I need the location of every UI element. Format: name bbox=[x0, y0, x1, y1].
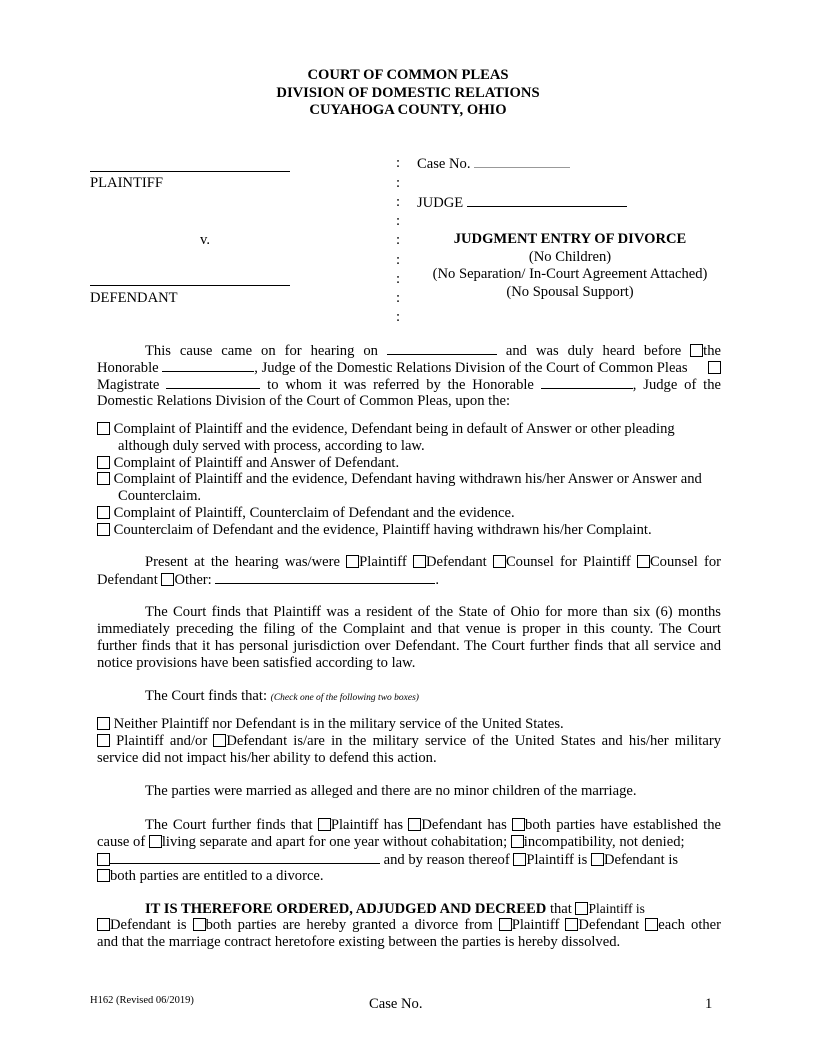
order-text: Plaintiff is bbox=[588, 901, 645, 916]
defendant-label: DEFENDANT bbox=[90, 290, 178, 306]
present-text: Present at the hearing was/were bbox=[145, 554, 340, 570]
upon-option bbox=[97, 421, 721, 455]
grounds-both-checkbox[interactable] bbox=[512, 818, 525, 831]
upon-option-checkbox[interactable] bbox=[97, 472, 110, 485]
military-instruction: (Check one of the following two boxes) bbox=[270, 693, 419, 703]
present-text: . bbox=[435, 572, 440, 588]
judge-label: JUDGE bbox=[417, 195, 464, 211]
marriage-finding: The parties were married as alleged and there are no minor children of the marriage. bbox=[145, 783, 637, 799]
document-subtitle-children: (No Children) bbox=[528, 248, 612, 265]
grounds-text: Plaintiff is bbox=[526, 852, 588, 868]
residency-findings: The Court finds that Plaintiff was a resident of the State of Ohio for more than six (6) months immediately preceding the filing of the Complaint and that venue is proper in this county. The Court further finds that it has personal jurisdiction over Defendant. The Court further finds that all service and notice provisions have been satisfied according to law. bbox=[97, 604, 721, 671]
upon-option-label: Complaint of Plaintiff and the evidence, Defendant being in default of Answer or other pleading although duly served with process, according to law. bbox=[113, 421, 675, 454]
court-header bbox=[0, 67, 816, 120]
order-defendant-checkbox[interactable] bbox=[97, 918, 110, 931]
divorce-from-each-other-checkbox[interactable] bbox=[645, 918, 658, 931]
grounds-text: incompatibility, not denied; bbox=[523, 834, 685, 850]
divorce-from-plaintiff-checkbox[interactable] bbox=[499, 918, 512, 931]
military-option-label: Neither Plaintiff nor Defendant is in the military service of the United States. bbox=[113, 716, 564, 732]
present-text: Counsel for Plaintiff bbox=[505, 554, 631, 570]
present-text: Plaintiff bbox=[359, 554, 407, 570]
document-title-block bbox=[410, 231, 730, 301]
present-counsel-plaintiff-checkbox[interactable] bbox=[493, 555, 506, 568]
hearing-text: and was duly heard before bbox=[505, 343, 682, 359]
military-option-1 bbox=[97, 716, 721, 733]
grounds-text: cause of bbox=[97, 834, 146, 850]
grounds-text: Plaintiff has bbox=[330, 817, 404, 833]
magistrate-name-input[interactable] bbox=[166, 376, 260, 389]
order-both-checkbox[interactable] bbox=[193, 918, 206, 931]
present-text: Defendant bbox=[425, 554, 487, 570]
entitled-plaintiff-checkbox[interactable] bbox=[513, 853, 526, 866]
hearing-text: , Judge of the bbox=[632, 377, 721, 393]
document-subtitle-support: (No Spousal Support) bbox=[506, 283, 634, 300]
military-option-2-cont: service did not impact his/her ability to defend this action. bbox=[97, 750, 437, 766]
order-text: each other bbox=[658, 917, 722, 933]
judge-name-input[interactable] bbox=[162, 359, 254, 372]
order-text: that bbox=[549, 901, 572, 917]
upon-option-checkbox[interactable] bbox=[97, 422, 110, 435]
military-none-checkbox[interactable] bbox=[97, 717, 110, 730]
military-option-label: Plaintiff and/or bbox=[116, 733, 208, 749]
plaintiff-name-line[interactable] bbox=[90, 171, 290, 172]
military-plaintiff-checkbox[interactable] bbox=[97, 734, 110, 747]
hearing-text: Honorable bbox=[97, 360, 159, 376]
order-text: Defendant bbox=[578, 917, 640, 933]
military-defendant-checkbox[interactable] bbox=[213, 734, 226, 747]
upon-option bbox=[97, 505, 721, 522]
order-text: Defendant is bbox=[110, 917, 187, 933]
hearing-text: This cause came on for hearing on bbox=[145, 343, 378, 359]
referring-judge-input[interactable] bbox=[541, 376, 633, 389]
present-text: Defendant bbox=[97, 572, 158, 588]
divorce-from-defendant-checkbox[interactable] bbox=[565, 918, 578, 931]
hearing-line-1 bbox=[97, 342, 721, 360]
court-name: COURT OF COMMON PLEAS bbox=[307, 67, 509, 83]
upon-option-checkbox[interactable] bbox=[97, 456, 110, 469]
plaintiff-label: PLAINTIFF bbox=[90, 175, 163, 191]
upon-option-label: Counterclaim of Defendant and the evidence, Plaintiff having withdrawn his/her Complaint. bbox=[113, 521, 652, 538]
hearing-text: , Judge of the Domestic Relations Division of the Court of Common Pleas bbox=[254, 360, 688, 376]
grounds-defendant-checkbox[interactable] bbox=[408, 818, 421, 831]
caption-colon: : bbox=[396, 155, 401, 171]
present-other-input[interactable] bbox=[215, 571, 435, 584]
hearing-text: the bbox=[703, 343, 722, 359]
document-subtitle-separation: (No Separation/ In-Court Agreement Attached) bbox=[432, 266, 708, 282]
caption-colon: : bbox=[396, 252, 401, 268]
military-intro-text: The Court finds that: bbox=[145, 688, 268, 704]
hearing-text: Magistrate bbox=[97, 377, 160, 393]
caption-colon: : bbox=[396, 309, 401, 325]
upon-option bbox=[97, 522, 721, 539]
grounds-text: both parties have established the bbox=[525, 817, 721, 833]
order-line-3: and that the marriage contract heretofore existing between the parties is hereby dissolved. bbox=[97, 934, 621, 950]
form-id: H162 (Revised 06/2019) bbox=[90, 995, 194, 1006]
grounds-text: living separate and apart for one year without cohabitation; bbox=[161, 834, 508, 850]
upon-option bbox=[97, 471, 721, 505]
present-counsel-defendant-checkbox[interactable] bbox=[637, 555, 650, 568]
upon-option-label: Complaint of Plaintiff and Answer of Defendant. bbox=[113, 454, 400, 471]
present-text: Other: bbox=[174, 572, 212, 588]
cause-separation-checkbox[interactable] bbox=[149, 835, 162, 848]
order-decree-heading: IT IS THEREFORE ORDERED, ADJUDGED AND DECREED bbox=[145, 901, 547, 917]
document-title: JUDGMENT ENTRY OF DIVORCE bbox=[453, 231, 687, 247]
grounds-line-2 bbox=[97, 834, 721, 851]
cause-incompatibility-checkbox[interactable] bbox=[511, 835, 524, 848]
judge-checkbox[interactable] bbox=[690, 344, 703, 357]
order-text: both parties are hereby granted a divorce from bbox=[205, 917, 493, 933]
caption-colon: : bbox=[396, 232, 401, 248]
hearing-line-4: Domestic Relations Division of the Court of Common Pleas, upon the: bbox=[97, 393, 511, 409]
grounds-text: and by reason thereof bbox=[383, 852, 510, 868]
caption-colon: : bbox=[396, 194, 401, 210]
hearing-line-3 bbox=[97, 376, 721, 394]
grounds-text: both parties are entitled to a divorce. bbox=[110, 868, 324, 884]
hearing-date-input[interactable] bbox=[387, 342, 497, 355]
order-text: Plaintiff bbox=[511, 917, 560, 933]
case-number-field bbox=[417, 155, 570, 173]
military-intro bbox=[97, 688, 721, 707]
grounds-line-4 bbox=[97, 868, 721, 885]
upon-options-list bbox=[97, 421, 721, 539]
caption-colon: : bbox=[396, 290, 401, 306]
military-option-label: Defendant is/are in the military service of the United States and his/her military bbox=[226, 733, 721, 749]
footer-case-number: Case No. bbox=[369, 996, 423, 1012]
present-line-1 bbox=[97, 554, 721, 571]
magistrate-checkbox[interactable] bbox=[708, 361, 721, 374]
versus-label: v. bbox=[200, 232, 210, 248]
grounds-plaintiff-checkbox[interactable] bbox=[318, 818, 331, 831]
caption-colon: : bbox=[396, 175, 401, 191]
grounds-line-1 bbox=[97, 817, 721, 834]
grounds-text: Defendant has bbox=[421, 817, 507, 833]
present-plaintiff-checkbox[interactable] bbox=[346, 555, 359, 568]
grounds-text: The Court further finds that bbox=[145, 817, 313, 833]
grounds-line-3 bbox=[97, 851, 721, 869]
hearing-text: to whom it was referred by the Honorable bbox=[267, 377, 534, 393]
county-name: CUYAHOGA COUNTY, OHIO bbox=[309, 102, 507, 118]
upon-option bbox=[97, 455, 721, 472]
order-plaintiff-checkbox[interactable] bbox=[575, 902, 588, 915]
page-number: 1 bbox=[705, 996, 713, 1012]
caption-colon: : bbox=[396, 213, 401, 229]
entitled-both-checkbox[interactable] bbox=[97, 869, 110, 882]
hearing-line-2 bbox=[97, 359, 721, 377]
present-line-2 bbox=[97, 571, 721, 589]
case-number-input[interactable] bbox=[474, 155, 570, 168]
cause-other-input[interactable] bbox=[110, 851, 380, 864]
upon-option-label: Complaint of Plaintiff and the evidence, Defendant having withdrawn his/her Answer or Answer and Counterclaim. bbox=[113, 471, 702, 505]
division-name: DIVISION OF DOMESTIC RELATIONS bbox=[276, 84, 540, 101]
present-defendant-checkbox[interactable] bbox=[413, 555, 426, 568]
upon-option-checkbox[interactable] bbox=[97, 506, 110, 519]
order-line-1 bbox=[97, 900, 721, 918]
military-option-2 bbox=[97, 733, 721, 750]
cause-other-checkbox[interactable] bbox=[97, 853, 110, 866]
upon-option-checkbox[interactable] bbox=[97, 523, 110, 536]
case-number-label: Case No. bbox=[417, 156, 471, 172]
present-other-checkbox[interactable] bbox=[161, 573, 174, 586]
judge-input[interactable] bbox=[467, 194, 627, 207]
grounds-text: Defendant is bbox=[603, 852, 679, 868]
entitled-defendant-checkbox[interactable] bbox=[591, 853, 604, 866]
upon-option-label: Complaint of Plaintiff, Counterclaim of Defendant and the evidence. bbox=[113, 504, 515, 521]
judge-field bbox=[417, 194, 627, 212]
order-line-2 bbox=[97, 917, 721, 934]
present-text: Counsel for bbox=[649, 554, 721, 570]
caption-colon: : bbox=[396, 271, 401, 287]
defendant-name-line[interactable] bbox=[90, 285, 290, 286]
